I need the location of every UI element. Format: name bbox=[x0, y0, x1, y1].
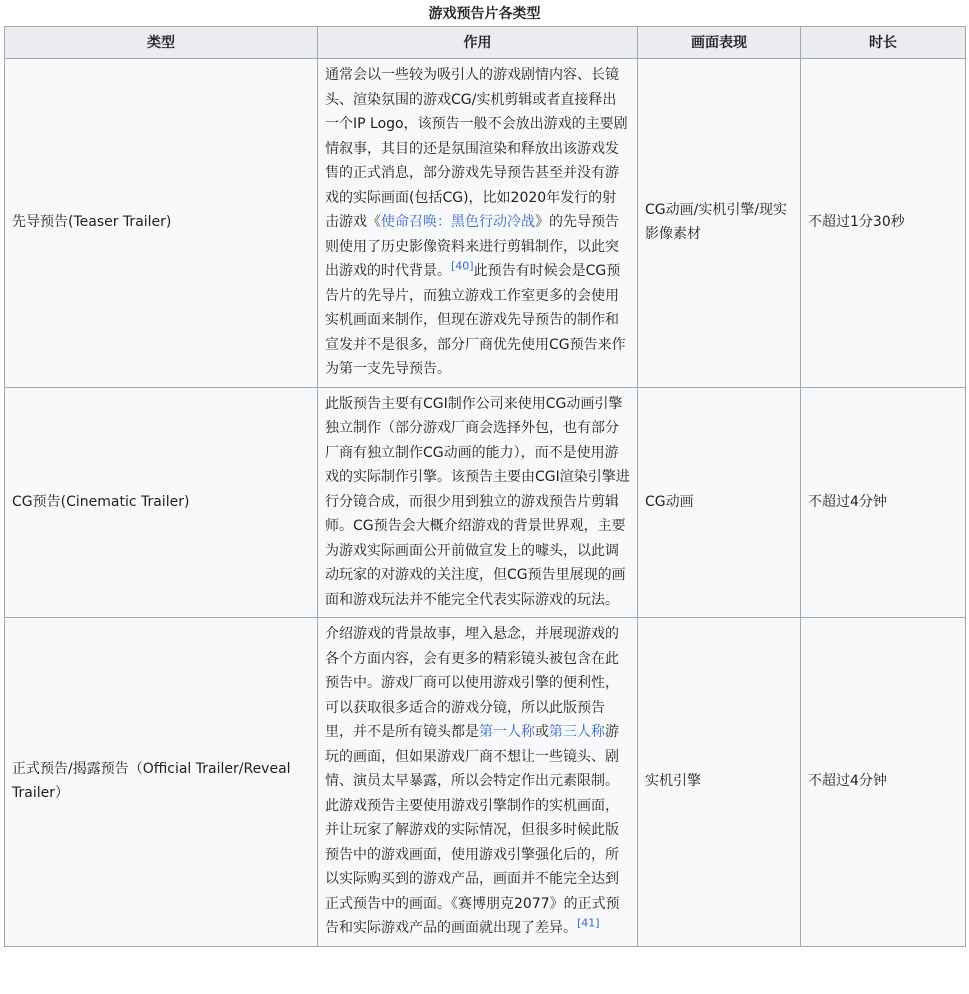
table-row bbox=[5, 618, 966, 947]
desc-text: 此预告有时候会是CG预告片的先导片，而独立游戏工作室更多的会使用实机画面来制作，但现在游戏先导预告的制作和宣发并不是很多，部分厂商优先使用CG预告来作为第一支先导预告。 bbox=[325, 263, 626, 377]
header-duration: 时长 bbox=[801, 27, 966, 59]
reference-link[interactable]: [40] bbox=[451, 259, 474, 273]
visual-cell: CG动画/实机引擎/现实影像素材 bbox=[638, 59, 801, 388]
link-first-person[interactable]: 第一人称 bbox=[479, 724, 535, 740]
purpose-cell bbox=[318, 59, 638, 388]
header-visual: 画面表现 bbox=[638, 27, 801, 59]
desc-text: 通常会以一些较为吸引人的游戏剧情内容、长镜头、渲染氛围的游戏CG/实机剪辑或者直接释出一个IP Logo，该预告一般不会放出游戏的主要剧情叙事，其目的还是氛围渲染和释放出该游戏发售的正式消息，部分游戏先导预告甚至并没有游戏的实际画面(包括CG)，比如2020年发行的射击游戏《 bbox=[325, 67, 628, 230]
desc-text: 或 bbox=[535, 724, 549, 740]
desc-text: 》的先导预告则使用了历史影像资料来进行剪辑制作，以此突出游戏的时代背景。 bbox=[325, 214, 619, 279]
visual-cell: CG动画 bbox=[638, 387, 801, 618]
desc-text: 游玩的画面，但如果游戏厂商不想让一些镜头、剧情、演员太早暴露，所以会特定作出元素限制。此游戏预告主要使用游戏引擎制作的实机画面，并让玩家了解游戏的实际情况，但很多时候此版预告中的游戏画面，使用游戏引擎强化后的，所以实际购买到的游戏产品，画面并不能完全达到正式预告中的画面。《赛博朋克2077》的正式预告和实际游戏产品的画面就出现了差异。 bbox=[325, 724, 620, 936]
trailer-types-table bbox=[4, 26, 966, 947]
purpose-cell bbox=[318, 387, 638, 618]
duration-cell: 不超过4分钟 bbox=[801, 618, 966, 947]
duration-cell: 不超过4分钟 bbox=[801, 387, 966, 618]
type-cell: CG预告(Cinematic Trailer) bbox=[5, 387, 318, 618]
type-cell: 正式预告/揭露预告（Official Trailer/Reveal Trailer） bbox=[5, 618, 318, 947]
duration-cell: 不超过1分30秒 bbox=[801, 59, 966, 388]
header-row bbox=[5, 27, 966, 59]
reference-link[interactable]: [41] bbox=[577, 916, 600, 930]
table-caption: 游戏预告片各类型 bbox=[428, 6, 541, 22]
table-row bbox=[5, 387, 966, 618]
link-third-person[interactable]: 第三人称 bbox=[549, 724, 605, 740]
link-cod-cold-war[interactable]: 使命召唤：黑色行动冷战 bbox=[381, 214, 535, 230]
desc-text: 介绍游戏的背景故事，埋入悬念，并展现游戏的各个方面内容，会有更多的精彩镜头被包含在此预告中。游戏厂商可以使用游戏引擎的便利性，可以获取很多适合的游戏分镜，所以此版预告里，并不是所有镜头都是 bbox=[325, 626, 619, 740]
table-row bbox=[5, 59, 966, 388]
header-type: 类型 bbox=[5, 27, 318, 59]
visual-cell: 实机引擎 bbox=[638, 618, 801, 947]
type-cell: 先导预告(Teaser Trailer) bbox=[5, 59, 318, 388]
desc-text: 此版预告主要有CGI制作公司来使用CG动画引擎独立制作（部分游戏厂商会选择外包，也有部分厂商有独立制作CG动画的能力），而不是使用游戏的实际制作引擎。该预告主要由CGI渲染引擎进行分镜合成，而很少用到独立的游戏预告片剪辑师。CG预告会大概介绍游戏的背景世界观，主要为游戏实际画面公开前做宣发上的噱头，以此调动玩家的对游戏的关注度，但CG预告里展现的画面和游戏玩法并不能完全代表实际游戏的玩法。 bbox=[325, 395, 630, 608]
purpose-cell bbox=[318, 618, 638, 947]
header-purpose: 作用 bbox=[318, 27, 638, 59]
